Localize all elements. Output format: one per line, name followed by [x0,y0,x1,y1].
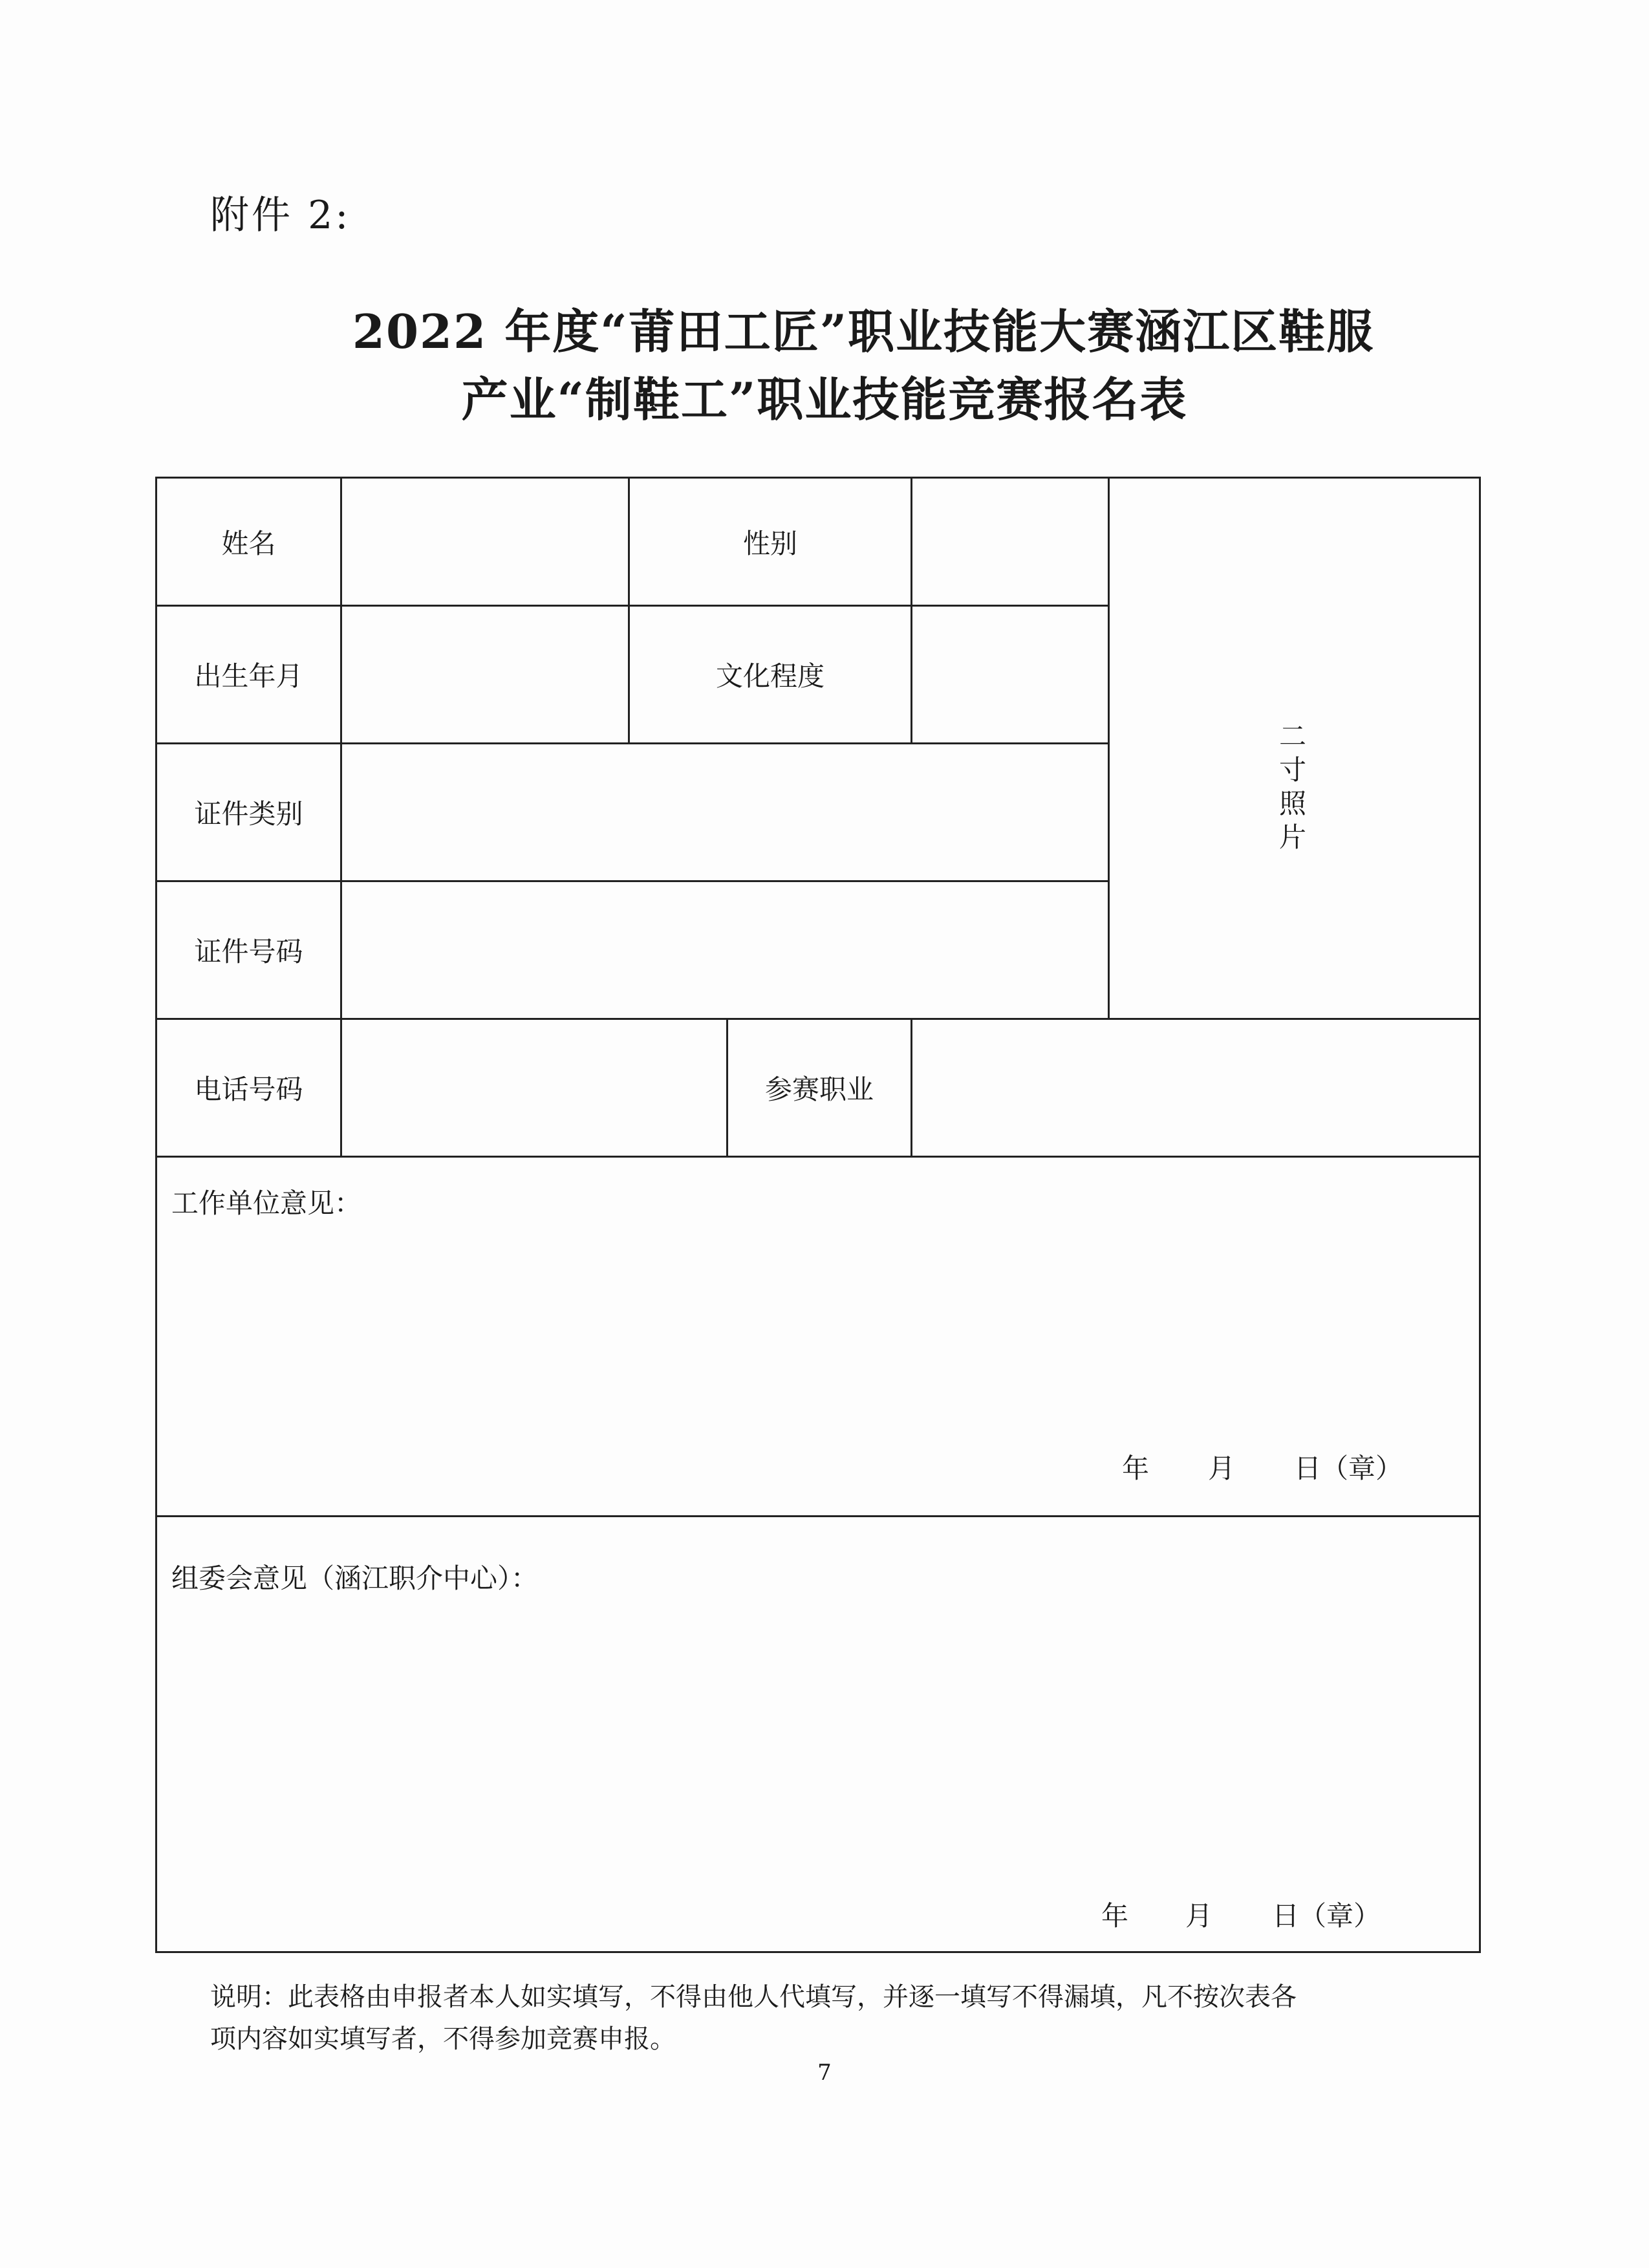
employer-date-day-stamp: 日（章） [1294,1453,1403,1484]
note-line1: 说明：此表格由申报者本人如实填写，不得由他人代填写，并逐一填写不得漏填，凡不按次表各 [210,1982,1297,2012]
note-line2: 项内容如实填写者，不得参加竞赛申报。 [210,2024,676,2054]
registration-form-table [155,477,1481,1953]
education-label: 文化程度 [715,660,824,692]
employer-date-month: 月 [1208,1453,1236,1484]
committee-opinion-label: 组委会意见（涵江职介中心）： [171,1562,539,1594]
employer-opinion-label: 工作单位意见： [171,1187,362,1219]
photo-label: 二 寸 照 片 [1278,720,1306,853]
phone-field[interactable] [342,1020,725,1154]
form-title-line2: 产业“制鞋工”职业技能竞赛报名表 [461,372,1188,427]
committee-date-year: 年 [1101,1900,1129,1932]
employer-date-year: 年 [1122,1453,1150,1484]
name-field[interactable] [342,481,627,603]
committee-date-day-stamp: 日（章） [1272,1900,1381,1932]
id-number-field[interactable] [342,882,1106,1017]
education-field[interactable] [912,607,1106,741]
id-type-field[interactable] [342,744,1106,879]
page-number: 7 [817,2060,832,2086]
id-number-label: 证件号码 [194,936,303,967]
attachment-label: 附件 2: [210,193,351,238]
gender-field[interactable] [912,481,1106,603]
gender-label: 性别 [742,527,797,559]
committee-date-month: 月 [1185,1900,1213,1932]
birth-label: 出生年月 [194,660,303,692]
birth-field[interactable] [342,607,627,741]
occupation-label: 参赛职业 [764,1074,874,1105]
photo-box[interactable] [1110,481,1478,1017]
form-title-line1: 2022 年度“莆田工匠”职业技能大赛涵江区鞋服 [352,304,1375,359]
occupation-field[interactable] [912,1020,1478,1154]
id-type-label: 证件类别 [194,798,303,830]
phone-label: 电话号码 [194,1074,303,1105]
name-label: 姓名 [221,527,276,559]
